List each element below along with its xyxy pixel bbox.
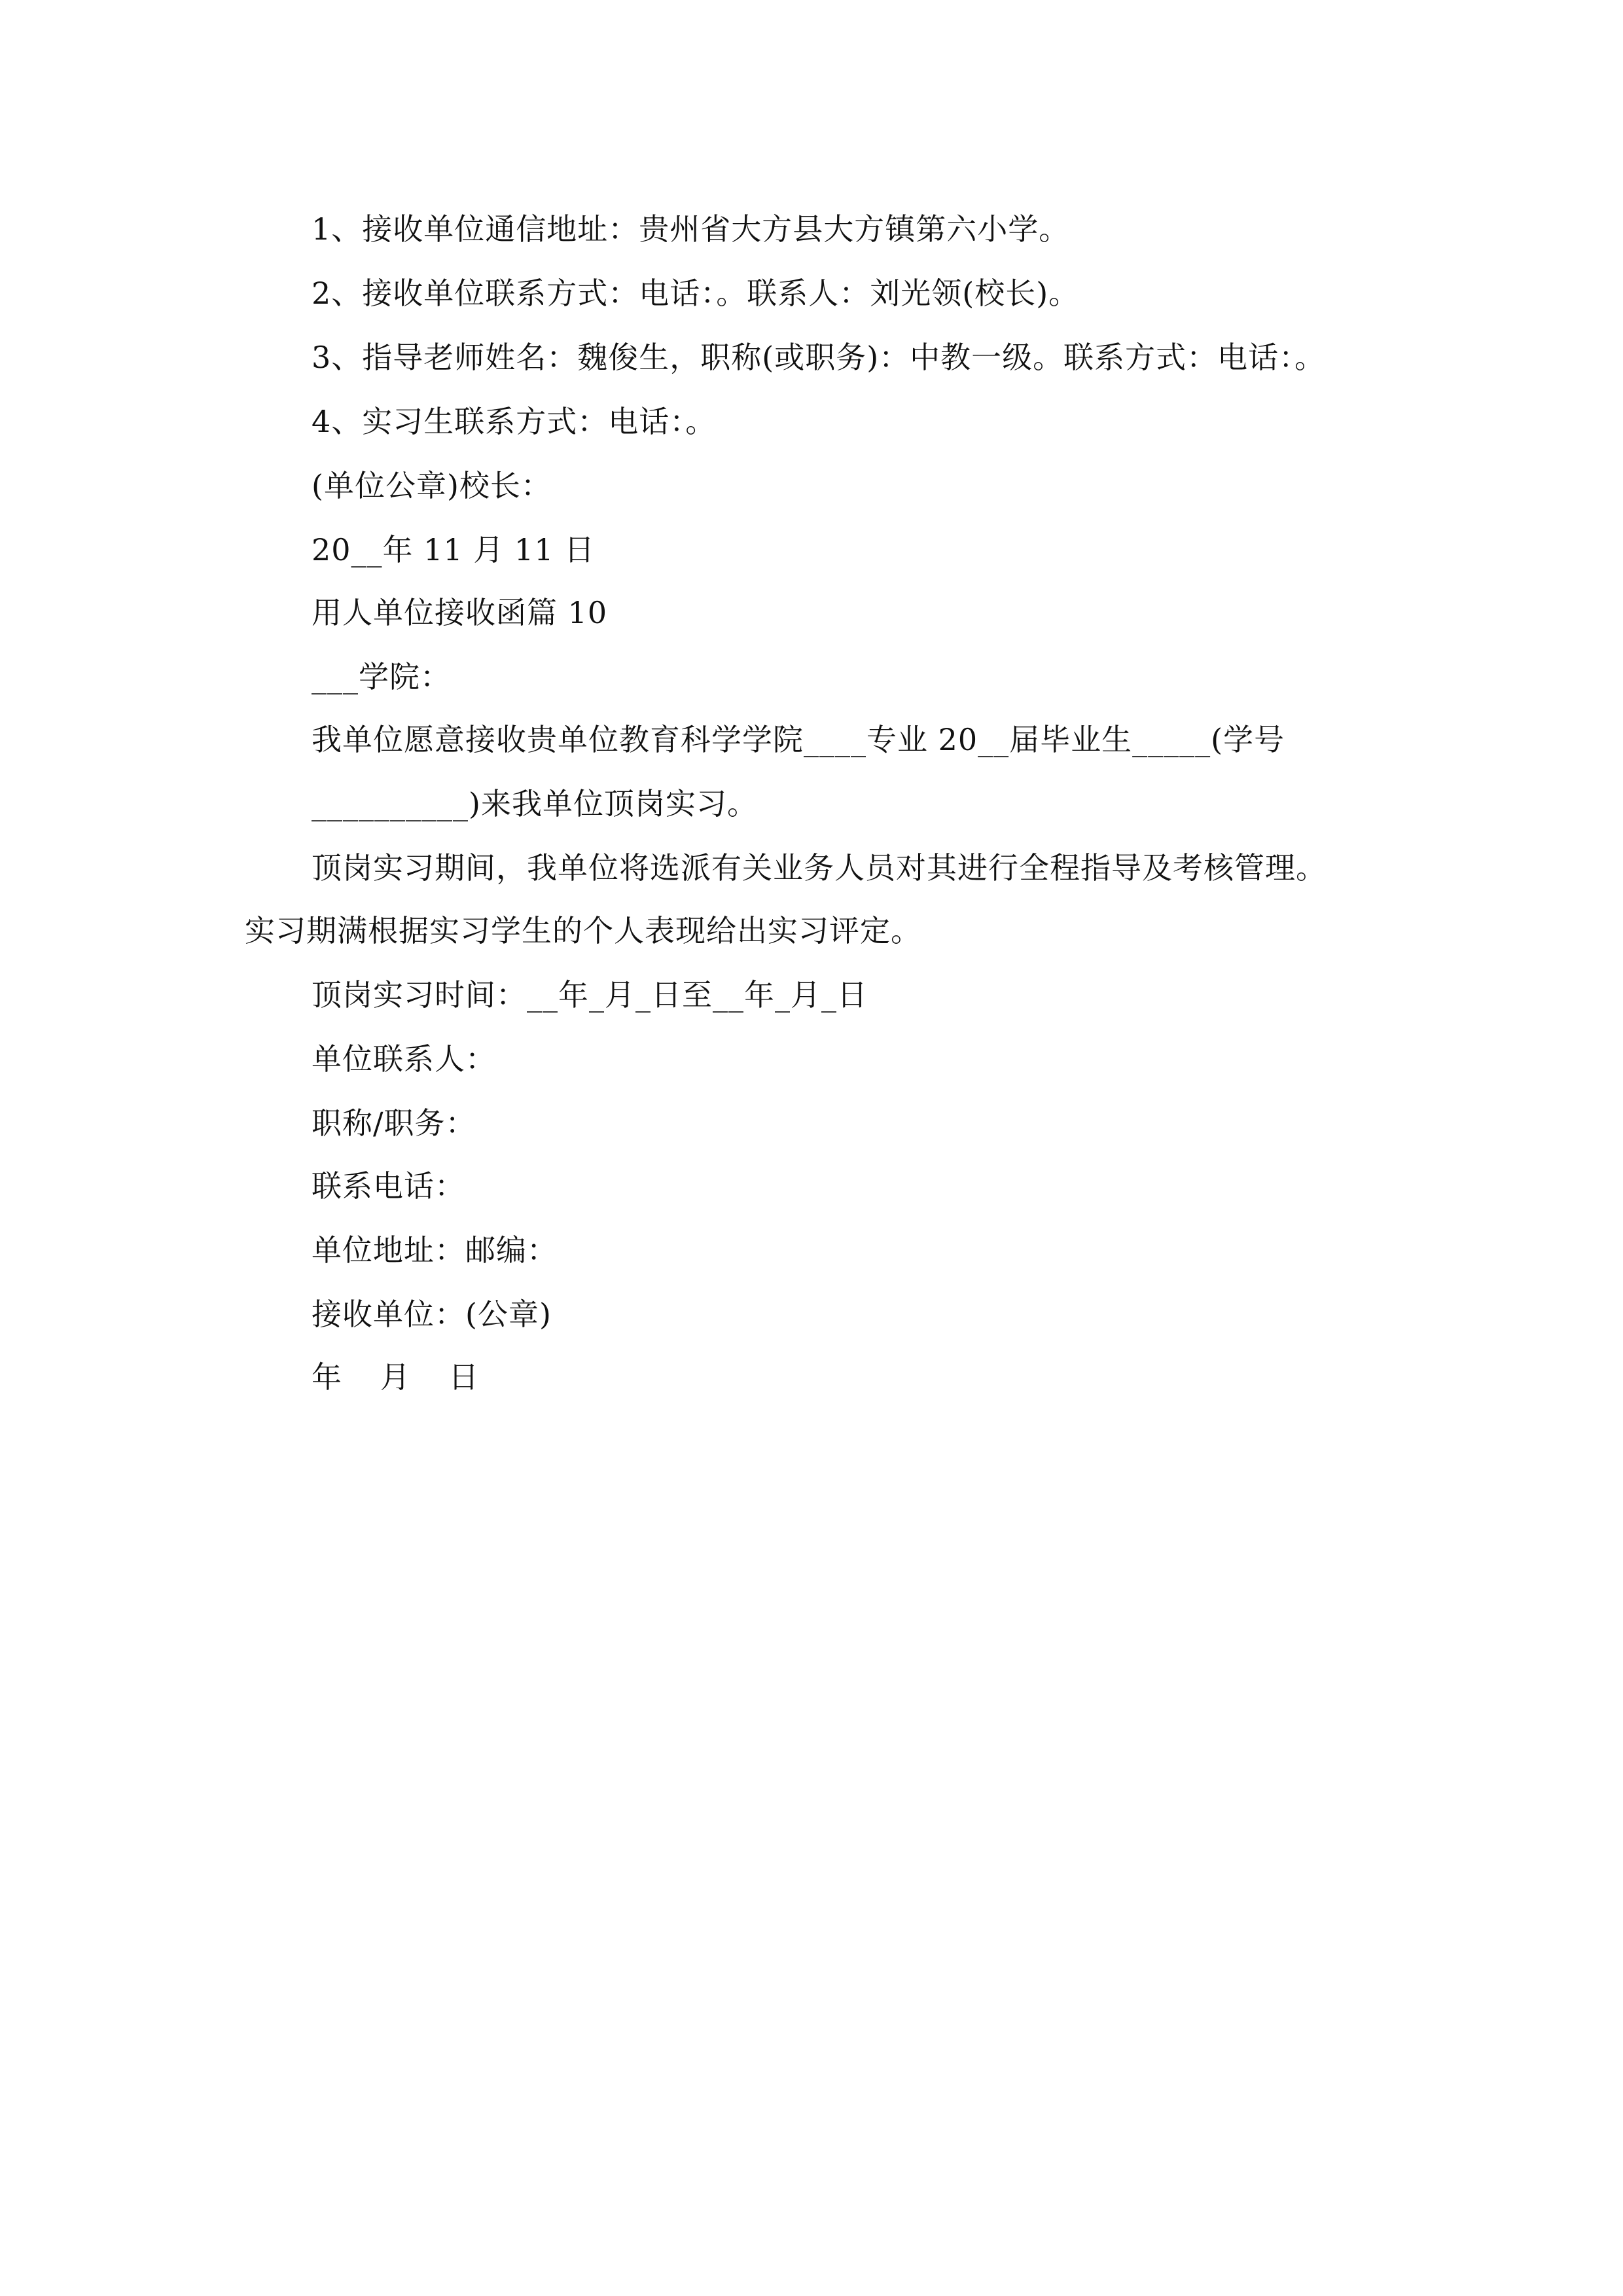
receiving-unit-seal: 接收单位：(公章) [312, 1297, 552, 1332]
unit-address-postcode: 单位地址：邮编： [312, 1232, 558, 1268]
title-duty: 职称/职务： [312, 1105, 476, 1141]
contact-phone: 联系电话： [312, 1168, 465, 1204]
intern-contact: 4、实习生联系方式：电话：。 [312, 404, 717, 439]
acceptance-paragraph-line-1: 我单位愿意接收贵单位教育科学学院____专业 20__届毕业生_____(学号 [312, 722, 1285, 757]
unit-contact-person: 单位联系人： [312, 1041, 496, 1077]
guidance-paragraph-line-1: 顶岗实习期间，我单位将选派有关业务人员对其进行全程指导及考核管理。 [312, 850, 1327, 886]
seal-principal-line: (单位公章)校长： [312, 468, 552, 503]
date-blank: 年 月 日 [312, 1359, 493, 1395]
salutation: ___学院： [312, 659, 451, 694]
date-line: 20__年 11 月 11 日 [312, 532, 596, 567]
receiving-unit-address: 1、接收单位通信地址：贵州省大方县大方镇第六小学。 [312, 211, 1070, 247]
supervisor-info: 3、指导老师姓名：魏俊生，职称(或职务)：中教一级。联系方式：电话：。 [312, 340, 1326, 375]
receiving-unit-contact: 2、接收单位联系方式：电话：。联系人：刘光领(校长)。 [312, 276, 1080, 311]
acceptance-paragraph-line-2: __________)来我单位顶岗实习。 [312, 786, 758, 821]
internship-period: 顶岗实习时间：__年_月_日至__年_月_日 [312, 977, 868, 1013]
letter-heading: 用人单位接收函篇 10 [312, 595, 608, 630]
guidance-paragraph-line-2: 实习期满根据实习学生的个人表现给出实习评定。 [245, 913, 921, 948]
